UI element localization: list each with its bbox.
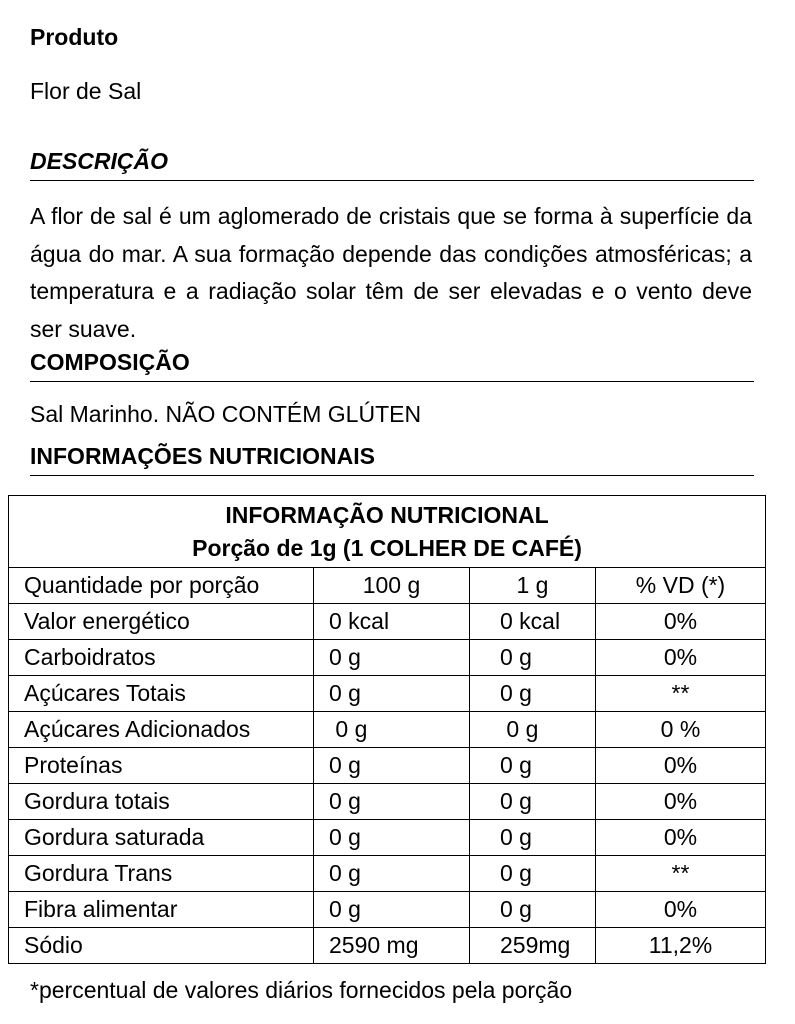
table-row <box>9 892 766 928</box>
nutrient-name: Gordura totais <box>9 784 314 820</box>
value-vd: 0% <box>596 748 766 784</box>
nutrient-name: Gordura saturada <box>9 820 314 856</box>
value-1g: 0 g <box>470 748 596 784</box>
table-row <box>9 604 766 640</box>
value-vd: 0% <box>596 604 766 640</box>
table-subtitle: Porção de 1g (1 COLHER DE CAFÉ) <box>192 534 582 561</box>
nutrient-name: Fibra alimentar <box>9 892 314 928</box>
value-100g: 0 g <box>314 640 470 676</box>
value-1g: 0 g <box>470 820 596 856</box>
table-row <box>9 856 766 892</box>
value-vd: 0 % <box>596 712 766 748</box>
value-1g: 0 kcal <box>470 604 596 640</box>
value-1g: 0 g <box>470 856 596 892</box>
table-title-row <box>9 496 766 568</box>
nutrient-name: Proteínas <box>9 748 314 784</box>
table-header-row <box>9 568 766 604</box>
nutrient-name: Valor energético <box>9 604 314 640</box>
composition-text: Sal Marinho. NÃO CONTÉM GLÚTEN <box>30 401 422 427</box>
column-header: 100 g <box>314 568 470 604</box>
table-row <box>9 712 766 748</box>
value-100g: 0 g <box>314 856 470 892</box>
product-label: Produto <box>30 24 119 50</box>
composition-heading: COMPOSIÇÃO <box>30 347 754 382</box>
nutrient-name: Carboidratos <box>9 640 314 676</box>
value-1g: 0 g <box>470 640 596 676</box>
product-name: Flor de Sal <box>30 78 142 104</box>
column-header: Quantidade por porção <box>9 568 314 604</box>
column-header: % VD (*) <box>596 568 766 604</box>
table-title-cell <box>9 496 766 568</box>
nutrient-name: Sódio <box>9 928 314 964</box>
value-100g: 0 kcal <box>314 604 470 640</box>
value-vd: ** <box>596 856 766 892</box>
value-100g: 0 g <box>314 892 470 928</box>
nutrition-table <box>8 495 766 964</box>
value-100g: 0 g <box>314 676 470 712</box>
nutrient-name: Açúcares Adicionados <box>9 712 314 748</box>
value-100g: 0 g <box>314 748 470 784</box>
table-row <box>9 928 766 964</box>
value-1g: 0 g <box>470 784 596 820</box>
value-vd: ** <box>596 676 766 712</box>
column-header: 1 g <box>470 568 596 604</box>
value-100g: 0 g <box>314 820 470 856</box>
value-vd: 0% <box>596 784 766 820</box>
nutrient-name: Açúcares Totais <box>9 676 314 712</box>
value-100g: 0 g <box>314 712 470 748</box>
footnote: *percentual de valores diários fornecidos pela porção <box>30 977 573 1003</box>
table-row <box>9 676 766 712</box>
value-100g: 0 g <box>314 784 470 820</box>
value-1g: 259mg <box>470 928 596 964</box>
table-title: INFORMAÇÃO NUTRICIONAL <box>225 501 549 528</box>
value-1g: 0 g <box>470 712 596 748</box>
value-vd: 0% <box>596 892 766 928</box>
value-vd: 11,2% <box>596 928 766 964</box>
table-row <box>9 820 766 856</box>
nutrition-heading: INFORMAÇÕES NUTRICIONAIS <box>30 441 754 476</box>
value-100g: 2590 mg <box>314 928 470 964</box>
table-row <box>9 640 766 676</box>
value-vd: 0% <box>596 640 766 676</box>
description-text: A flor de sal é um aglomerado de cristais que se forma à superfície da água do mar. A sua formação depende das condições atmosféricas; a temperatura e a radiação solar têm de ser elevadas e o vento deve ser suave. <box>30 203 752 342</box>
table-row <box>9 748 766 784</box>
value-1g: 0 g <box>470 892 596 928</box>
value-1g: 0 g <box>470 676 596 712</box>
nutrient-name: Gordura Trans <box>9 856 314 892</box>
description-heading: DESCRIÇÃO <box>30 146 754 181</box>
table-row <box>9 784 766 820</box>
value-vd: 0% <box>596 820 766 856</box>
